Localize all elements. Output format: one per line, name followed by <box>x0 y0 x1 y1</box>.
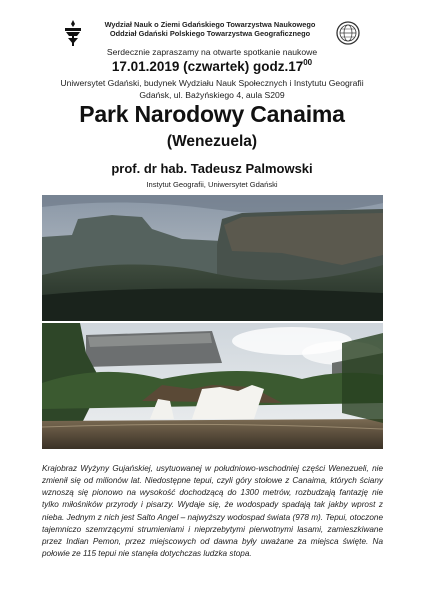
lecture-title: Park Narodowy Canaima <box>79 101 345 127</box>
organizers-header <box>60 20 360 38</box>
venue-line-2: Gdańsk, ul. Bażyńskiego 4, aula S209 <box>139 90 285 100</box>
organizer-line-1: Wydział Nauk o Ziemi Gdańskiego Towarzystwa Naukowego <box>104 20 316 29</box>
event-date: 17.01.2019 (czwartek) godz.17 <box>111 59 304 74</box>
tepui-landscape-photo <box>42 195 383 321</box>
lecture-subtitle: (Wenezuela) <box>166 133 258 150</box>
geographical-society-emblem-icon <box>336 20 360 46</box>
canaima-waterfalls-photo <box>42 323 383 449</box>
event-venue <box>0 77 424 101</box>
speaker-name: prof. dr hab. Tadeusz Palmowski <box>111 161 313 176</box>
venue-line-1: Uniwersytet Gdański, budynek Wydziału Nauk Społecznych i Instytutu Geografii <box>60 78 364 88</box>
lecture-description: Krajobraz Wyżyny Gujańskiej, usytuowanej w południowo-wschodniej części Wenezueli, nie zmienił się od milionów lat. Niedostępne tepui, czyli góry stołowe z Canaima, których ściany wznoszą się pionowo na wysokość dochodzącą do 1300 metrów, rozbudzają fantazję nie tylko miłośników przyrody i pisarzy. Wydaje się, że wodospady spadają tak jakby wprost z nieba. Jednym z nich jest Salto Angel – najwyższy wodospad świata (978 m). Tepui, otoczone tajemniczo szemrzącymi strumieniami i nieprzebytymi pierwotnymi lasami, zamieszkiwane przez Indian Pemon, przez miejscowych od dawna były uważane za miejsca święte. Na połowie ze 115 tepui nie stanęła dotychczas ludzka stopa. <box>42 464 383 558</box>
invitation-text: Serdecznie zapraszamy na otwarte spotkanie naukowe <box>106 47 318 57</box>
speaker-affiliation: Instytut Geografii, Uniwersytet Gdański <box>146 180 278 189</box>
organizer-line-2: Oddział Gdański Polskiego Towarzystwa Geograficznego <box>109 29 311 38</box>
event-date-time <box>0 58 424 74</box>
event-time-minutes: 00 <box>303 58 313 67</box>
